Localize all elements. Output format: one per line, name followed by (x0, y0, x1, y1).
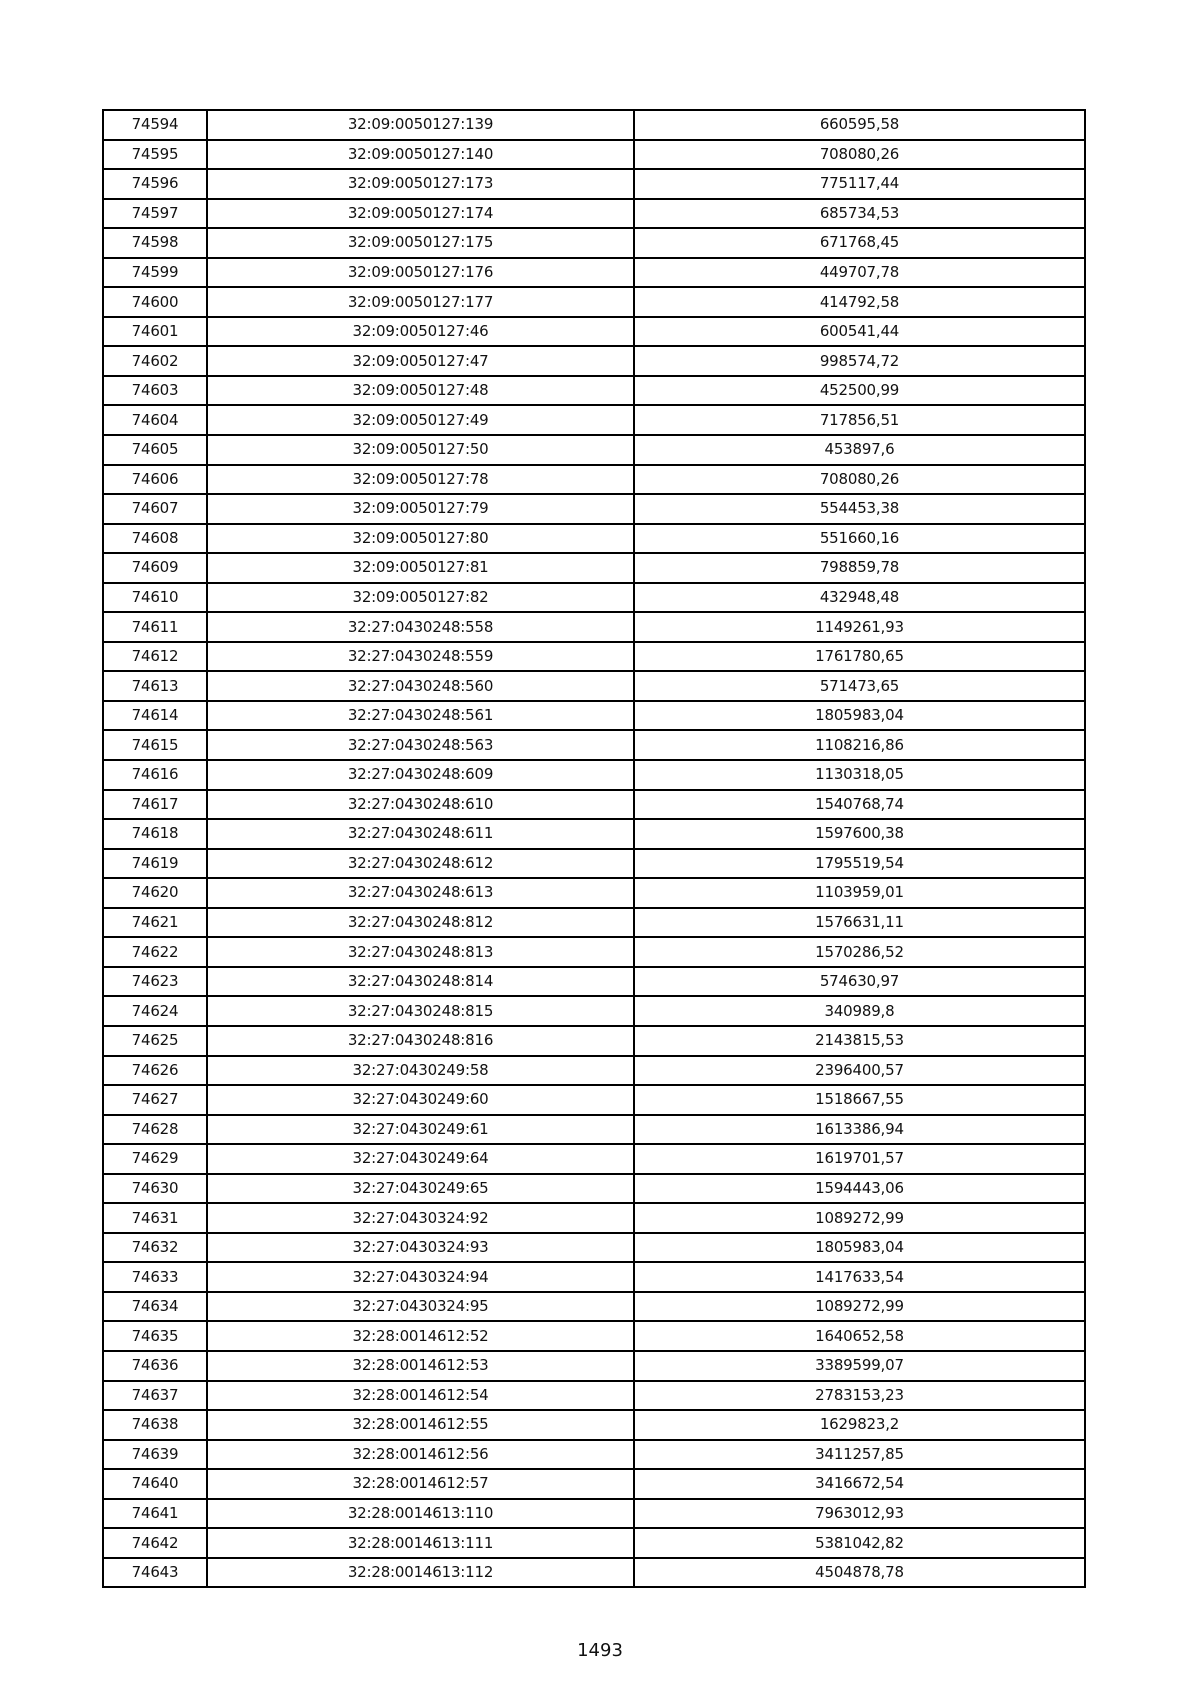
row-number-cell: 74620 (103, 878, 207, 908)
table-row (103, 642, 1085, 672)
table-body (103, 110, 1085, 1587)
row-number-cell: 74613 (103, 671, 207, 701)
cadastral-value-cell: 7963012,93 (634, 1499, 1085, 1529)
cadastral-value-cell: 1540768,74 (634, 790, 1085, 820)
cadastral-number-cell: 32:28:0014612:56 (207, 1440, 634, 1470)
cadastral-number-cell: 32:27:0430248:812 (207, 908, 634, 938)
table-row (103, 1469, 1085, 1499)
cadastral-value-cell: 708080,26 (634, 465, 1085, 495)
row-number-cell: 74632 (103, 1233, 207, 1263)
row-number-cell: 74621 (103, 908, 207, 938)
cadastral-value-cell: 1795519,54 (634, 849, 1085, 879)
row-number-cell: 74614 (103, 701, 207, 731)
cadastral-value-cell: 1130318,05 (634, 760, 1085, 790)
cadastral-value-cell: 2396400,57 (634, 1056, 1085, 1086)
row-number-cell: 74635 (103, 1321, 207, 1351)
cadastral-value-cell: 1576631,11 (634, 908, 1085, 938)
row-number-cell: 74626 (103, 1056, 207, 1086)
row-number-cell: 74608 (103, 524, 207, 554)
table-row (103, 819, 1085, 849)
table-row (103, 258, 1085, 288)
row-number-cell: 74598 (103, 228, 207, 258)
cadastral-number-cell: 32:09:0050127:139 (207, 110, 634, 140)
row-number-cell: 74633 (103, 1262, 207, 1292)
cadastral-number-cell: 32:27:0430248:814 (207, 967, 634, 997)
cadastral-value-cell: 1570286,52 (634, 937, 1085, 967)
cadastral-value-cell: 571473,65 (634, 671, 1085, 701)
cadastral-number-cell: 32:27:0430249:64 (207, 1144, 634, 1174)
row-number-cell: 74629 (103, 1144, 207, 1174)
cadastral-number-cell: 32:27:0430248:559 (207, 642, 634, 672)
table-row (103, 1262, 1085, 1292)
row-number-cell: 74596 (103, 169, 207, 199)
row-number-cell: 74642 (103, 1528, 207, 1558)
row-number-cell: 74616 (103, 760, 207, 790)
table-row (103, 140, 1085, 170)
cadastral-number-cell: 32:28:0014613:110 (207, 1499, 634, 1529)
cadastral-value-cell: 1103959,01 (634, 878, 1085, 908)
row-number-cell: 74609 (103, 553, 207, 583)
cadastral-value-cell: 1417633,54 (634, 1262, 1085, 1292)
cadastral-number-cell: 32:27:0430248:561 (207, 701, 634, 731)
cadastral-value-cell: 1629823,2 (634, 1410, 1085, 1440)
cadastral-number-cell: 32:27:0430248:612 (207, 849, 634, 879)
row-number-cell: 74630 (103, 1174, 207, 1204)
cadastral-value-cell: 600541,44 (634, 317, 1085, 347)
row-number-cell: 74610 (103, 583, 207, 613)
row-number-cell: 74640 (103, 1469, 207, 1499)
cadastral-value-cell: 1597600,38 (634, 819, 1085, 849)
table-row (103, 317, 1085, 347)
row-number-cell: 74594 (103, 110, 207, 140)
cadastral-number-cell: 32:27:0430248:813 (207, 937, 634, 967)
cadastral-number-cell: 32:27:0430249:60 (207, 1085, 634, 1115)
cadastral-number-cell: 32:09:0050127:82 (207, 583, 634, 613)
row-number-cell: 74618 (103, 819, 207, 849)
cadastral-value-cell: 449707,78 (634, 258, 1085, 288)
row-number-cell: 74603 (103, 376, 207, 406)
row-number-cell: 74639 (103, 1440, 207, 1470)
row-number-cell: 74637 (103, 1381, 207, 1411)
table-row (103, 671, 1085, 701)
cadastral-value-cell: 1805983,04 (634, 701, 1085, 731)
cadastral-value-cell: 798859,78 (634, 553, 1085, 583)
table-row (103, 937, 1085, 967)
table-row (103, 908, 1085, 938)
cadastral-number-cell: 32:09:0050127:173 (207, 169, 634, 199)
cadastral-value-cell: 340989,8 (634, 996, 1085, 1026)
table-row (103, 760, 1085, 790)
row-number-cell: 74600 (103, 287, 207, 317)
row-number-cell: 74638 (103, 1410, 207, 1440)
row-number-cell: 74624 (103, 996, 207, 1026)
cadastral-value-cell: 4504878,78 (634, 1558, 1085, 1588)
cadastral-value-cell: 551660,16 (634, 524, 1085, 554)
cadastral-value-cell: 1518667,55 (634, 1085, 1085, 1115)
table-row (103, 494, 1085, 524)
cadastral-value-cell: 1089272,99 (634, 1203, 1085, 1233)
cadastral-value-cell: 5381042,82 (634, 1528, 1085, 1558)
cadastral-number-cell: 32:27:0430248:558 (207, 612, 634, 642)
cadastral-value-cell: 574630,97 (634, 967, 1085, 997)
table-row (103, 169, 1085, 199)
cadastral-value-cell: 671768,45 (634, 228, 1085, 258)
table-row (103, 1440, 1085, 1470)
table-row (103, 553, 1085, 583)
row-number-cell: 74595 (103, 140, 207, 170)
row-number-cell: 74627 (103, 1085, 207, 1115)
table-row (103, 1499, 1085, 1529)
cadastral-number-cell: 32:27:0430324:94 (207, 1262, 634, 1292)
cadastral-number-cell: 32:09:0050127:176 (207, 258, 634, 288)
row-number-cell: 74597 (103, 199, 207, 229)
cadastral-value-cell: 3389599,07 (634, 1351, 1085, 1381)
table-row (103, 524, 1085, 554)
cadastral-value-cell: 453897,6 (634, 435, 1085, 465)
table-row (103, 1558, 1085, 1588)
cadastral-number-cell: 32:09:0050127:175 (207, 228, 634, 258)
row-number-cell: 74636 (103, 1351, 207, 1381)
row-number-cell: 74628 (103, 1115, 207, 1145)
row-number-cell: 74625 (103, 1026, 207, 1056)
row-number-cell: 74617 (103, 790, 207, 820)
table-row (103, 1056, 1085, 1086)
row-number-cell: 74612 (103, 642, 207, 672)
row-number-cell: 74601 (103, 317, 207, 347)
table-row (103, 1115, 1085, 1145)
table-row (103, 1351, 1085, 1381)
table-row (103, 1203, 1085, 1233)
cadastral-number-cell: 32:27:0430249:61 (207, 1115, 634, 1145)
cadastral-value-cell: 1149261,93 (634, 612, 1085, 642)
cadastral-value-cell: 432948,48 (634, 583, 1085, 613)
row-number-cell: 74634 (103, 1292, 207, 1322)
table-row (103, 1528, 1085, 1558)
cadastral-value-cell: 3411257,85 (634, 1440, 1085, 1470)
table-row (103, 1026, 1085, 1056)
cadastral-value-cell: 717856,51 (634, 405, 1085, 435)
row-number-cell: 74623 (103, 967, 207, 997)
cadastral-value-cell: 452500,99 (634, 376, 1085, 406)
table-row (103, 1381, 1085, 1411)
cadastral-value-cell: 2143815,53 (634, 1026, 1085, 1056)
page-number: 1493 (577, 1640, 623, 1661)
cadastral-number-cell: 32:28:0014612:52 (207, 1321, 634, 1351)
cadastral-number-cell: 32:27:0430248:815 (207, 996, 634, 1026)
row-number-cell: 74599 (103, 258, 207, 288)
cadastral-value-cell: 1613386,94 (634, 1115, 1085, 1145)
table-row (103, 701, 1085, 731)
cadastral-value-cell: 1761780,65 (634, 642, 1085, 672)
cadastral-number-cell: 32:09:0050127:46 (207, 317, 634, 347)
row-number-cell: 74622 (103, 937, 207, 967)
cadastral-value-cell: 3416672,54 (634, 1469, 1085, 1499)
row-number-cell: 74611 (103, 612, 207, 642)
table-row (103, 849, 1085, 879)
cadastral-number-cell: 32:27:0430249:58 (207, 1056, 634, 1086)
cadastral-number-cell: 32:27:0430248:563 (207, 730, 634, 760)
cadastral-number-cell: 32:27:0430248:609 (207, 760, 634, 790)
table-row (103, 1174, 1085, 1204)
cadastral-value-cell: 660595,58 (634, 110, 1085, 140)
cadastral-number-cell: 32:09:0050127:49 (207, 405, 634, 435)
cadastral-number-cell: 32:28:0014613:112 (207, 1558, 634, 1588)
table-row (103, 110, 1085, 140)
table-row (103, 730, 1085, 760)
table-row (103, 790, 1085, 820)
cadastral-number-cell: 32:09:0050127:174 (207, 199, 634, 229)
table-row (103, 612, 1085, 642)
table-row (103, 199, 1085, 229)
cadastral-value-cell: 1805983,04 (634, 1233, 1085, 1263)
cadastral-value-cell: 1594443,06 (634, 1174, 1085, 1204)
cadastral-value-cell: 1089272,99 (634, 1292, 1085, 1322)
table-row (103, 583, 1085, 613)
cadastral-number-cell: 32:09:0050127:79 (207, 494, 634, 524)
cadastral-value-cell: 2783153,23 (634, 1381, 1085, 1411)
table-row (103, 1233, 1085, 1263)
row-number-cell: 74604 (103, 405, 207, 435)
cadastral-number-cell: 32:27:0430324:92 (207, 1203, 634, 1233)
table-row (103, 1144, 1085, 1174)
cadastral-value-cell: 775117,44 (634, 169, 1085, 199)
cadastral-number-cell: 32:09:0050127:50 (207, 435, 634, 465)
cadastral-number-cell: 32:09:0050127:78 (207, 465, 634, 495)
table-row (103, 376, 1085, 406)
row-number-cell: 74607 (103, 494, 207, 524)
cadastral-number-cell: 32:27:0430248:613 (207, 878, 634, 908)
cadastral-value-table (102, 109, 1086, 1588)
row-number-cell: 74619 (103, 849, 207, 879)
table-row (103, 878, 1085, 908)
row-number-cell: 74615 (103, 730, 207, 760)
table-row (103, 1085, 1085, 1115)
table-row (103, 1410, 1085, 1440)
row-number-cell: 74605 (103, 435, 207, 465)
cadastral-number-cell: 32:28:0014612:53 (207, 1351, 634, 1381)
cadastral-number-cell: 32:09:0050127:177 (207, 287, 634, 317)
table-row (103, 405, 1085, 435)
cadastral-value-cell: 414792,58 (634, 287, 1085, 317)
cadastral-value-cell: 1108216,86 (634, 730, 1085, 760)
cadastral-number-cell: 32:09:0050127:48 (207, 376, 634, 406)
table-row (103, 967, 1085, 997)
row-number-cell: 74641 (103, 1499, 207, 1529)
table-row (103, 228, 1085, 258)
cadastral-value-cell: 998574,72 (634, 346, 1085, 376)
cadastral-value-cell: 1640652,58 (634, 1321, 1085, 1351)
cadastral-number-cell: 32:09:0050127:80 (207, 524, 634, 554)
row-number-cell: 74606 (103, 465, 207, 495)
cadastral-value-cell: 708080,26 (634, 140, 1085, 170)
cadastral-number-cell: 32:28:0014613:111 (207, 1528, 634, 1558)
cadastral-number-cell: 32:27:0430249:65 (207, 1174, 634, 1204)
cadastral-number-cell: 32:27:0430324:95 (207, 1292, 634, 1322)
cadastral-value-cell: 1619701,57 (634, 1144, 1085, 1174)
cadastral-number-cell: 32:28:0014612:54 (207, 1381, 634, 1411)
cadastral-number-cell: 32:28:0014612:55 (207, 1410, 634, 1440)
cadastral-number-cell: 32:27:0430248:816 (207, 1026, 634, 1056)
cadastral-number-cell: 32:09:0050127:81 (207, 553, 634, 583)
table-row (103, 346, 1085, 376)
cadastral-number-cell: 32:28:0014612:57 (207, 1469, 634, 1499)
cadastral-number-cell: 32:09:0050127:47 (207, 346, 634, 376)
table-row (103, 996, 1085, 1026)
row-number-cell: 74602 (103, 346, 207, 376)
table-row (103, 1321, 1085, 1351)
cadastral-number-cell: 32:09:0050127:140 (207, 140, 634, 170)
cadastral-value-cell: 685734,53 (634, 199, 1085, 229)
row-number-cell: 74631 (103, 1203, 207, 1233)
cadastral-number-cell: 32:27:0430248:610 (207, 790, 634, 820)
table-row (103, 435, 1085, 465)
cadastral-number-cell: 32:27:0430248:560 (207, 671, 634, 701)
table-row (103, 1292, 1085, 1322)
cadastral-number-cell: 32:27:0430248:611 (207, 819, 634, 849)
table-row (103, 465, 1085, 495)
cadastral-value-cell: 554453,38 (634, 494, 1085, 524)
cadastral-number-cell: 32:27:0430324:93 (207, 1233, 634, 1263)
table-row (103, 287, 1085, 317)
row-number-cell: 74643 (103, 1558, 207, 1588)
